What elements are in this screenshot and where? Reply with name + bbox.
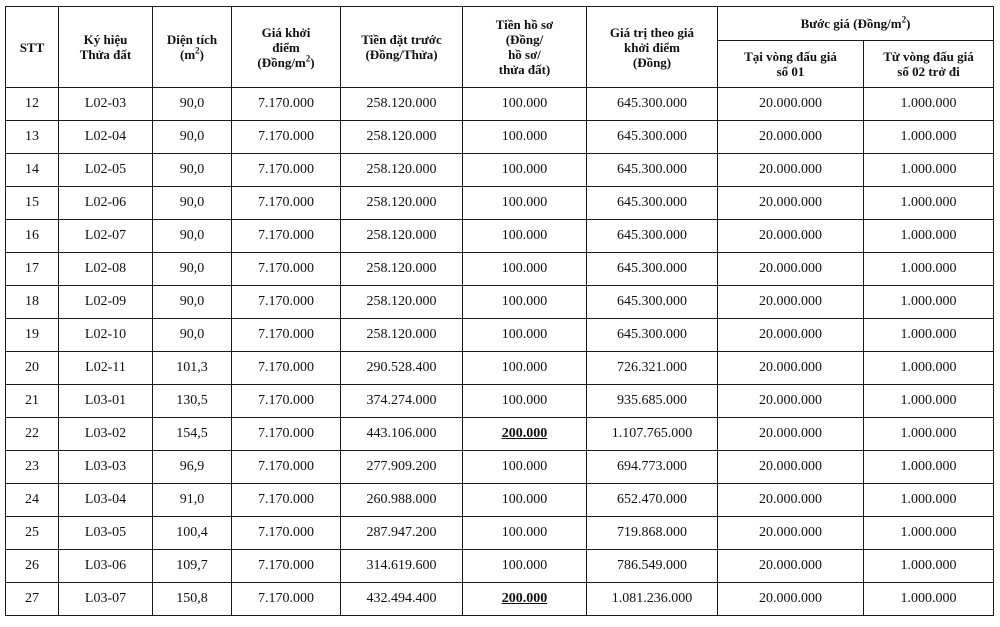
cell-stt: 24 [6,484,59,517]
cell-stt: 26 [6,550,59,583]
table-header [6,7,994,88]
cell-tien-dat-truoc: 258.120.000 [341,319,463,352]
cell-vong-1: 20.000.000 [718,154,864,187]
cell-stt: 20 [6,352,59,385]
cell-vong-2: 1.000.000 [864,352,994,385]
cell-tien-ho-so: 100.000 [463,154,587,187]
cell-vong-2: 1.000.000 [864,583,994,616]
cell-gia-khoi-diem: 7.170.000 [232,88,341,121]
table-row [6,319,994,352]
cell-dien-tich: 100,4 [153,517,232,550]
cell-vong-2: 1.000.000 [864,484,994,517]
cell-stt: 19 [6,319,59,352]
cell-tien-ho-so: 100.000 [463,88,587,121]
cell-gia-tri: 935.685.000 [587,385,718,418]
cell-stt: 13 [6,121,59,154]
cell-ky-hieu: L03-05 [59,517,153,550]
cell-gia-khoi-diem: 7.170.000 [232,418,341,451]
table-row [6,385,994,418]
cell-dien-tich: 130,5 [153,385,232,418]
cell-ky-hieu: L02-06 [59,187,153,220]
cell-vong-2: 1.000.000 [864,121,994,154]
table-row [6,154,994,187]
cell-gia-khoi-diem: 7.170.000 [232,451,341,484]
cell-vong-2: 1.000.000 [864,517,994,550]
cell-dien-tich: 101,3 [153,352,232,385]
cell-tien-ho-so: 100.000 [463,319,587,352]
cell-tien-ho-so: 100.000 [463,253,587,286]
cell-ky-hieu: L02-09 [59,286,153,319]
cell-tien-ho-so: 100.000 [463,187,587,220]
cell-tien-ho-so: 100.000 [463,286,587,319]
header-vong-2: Từ vòng đấu giá số 02 trở đi [864,41,994,88]
cell-tien-dat-truoc: 290.528.400 [341,352,463,385]
cell-dien-tich: 154,5 [153,418,232,451]
table-row [6,517,994,550]
cell-gia-tri: 726.321.000 [587,352,718,385]
cell-gia-tri: 645.300.000 [587,253,718,286]
table-row [6,286,994,319]
cell-gia-khoi-diem: 7.170.000 [232,484,341,517]
cell-dien-tich: 150,8 [153,583,232,616]
header-tien-dat-truoc: Tiền đặt trước (Đồng/Thửa) [341,7,463,88]
cell-vong-1: 20.000.000 [718,121,864,154]
header-buoc-gia: Bước giá $(Đồng/m^2)$ [718,7,994,41]
cell-vong-1: 20.000.000 [718,550,864,583]
table-row [6,187,994,220]
cell-dien-tich: 109,7 [153,550,232,583]
cell-tien-dat-truoc: 260.988.000 [341,484,463,517]
cell-vong-2: 1.000.000 [864,319,994,352]
table-row [6,352,994,385]
header-dien-tich: Diện tích $(m^2)$ [153,7,232,88]
cell-ky-hieu: L03-01 [59,385,153,418]
cell-dien-tich: 90,0 [153,121,232,154]
cell-tien-dat-truoc: 258.120.000 [341,187,463,220]
cell-tien-ho-so: 100.000 [463,121,587,154]
cell-ky-hieu: L03-04 [59,484,153,517]
cell-stt: 17 [6,253,59,286]
cell-vong-2: 1.000.000 [864,286,994,319]
cell-tien-dat-truoc: 374.274.000 [341,385,463,418]
cell-gia-tri: 645.300.000 [587,187,718,220]
cell-gia-tri: 652.470.000 [587,484,718,517]
cell-ky-hieu: L03-06 [59,550,153,583]
cell-gia-tri: 645.300.000 [587,121,718,154]
cell-tien-dat-truoc: 258.120.000 [341,286,463,319]
cell-stt: 14 [6,154,59,187]
cell-ky-hieu: L02-11 [59,352,153,385]
cell-vong-1: 20.000.000 [718,352,864,385]
cell-dien-tich: 90,0 [153,187,232,220]
cell-vong-1: 20.000.000 [718,220,864,253]
cell-tien-ho-so: 100.000 [463,220,587,253]
header-vong-1: Tại vòng đấu giá số 01 [718,41,864,88]
cell-ky-hieu: L03-07 [59,583,153,616]
cell-gia-tri: 645.300.000 [587,88,718,121]
cell-tien-ho-so: 200.000 [463,418,587,451]
cell-gia-khoi-diem: 7.170.000 [232,319,341,352]
cell-gia-khoi-diem: 7.170.000 [232,220,341,253]
table-row [6,253,994,286]
cell-dien-tich: 90,0 [153,319,232,352]
cell-gia-khoi-diem: 7.170.000 [232,154,341,187]
cell-stt: 25 [6,517,59,550]
cell-vong-1: 20.000.000 [718,286,864,319]
cell-stt: 15 [6,187,59,220]
cell-ky-hieu: L02-08 [59,253,153,286]
cell-tien-ho-so: 100.000 [463,550,587,583]
cell-tien-dat-truoc: 287.947.200 [341,517,463,550]
table-row [6,121,994,154]
cell-vong-1: 20.000.000 [718,583,864,616]
cell-dien-tich: 90,0 [153,88,232,121]
cell-vong-1: 20.000.000 [718,517,864,550]
cell-gia-tri: 1.081.236.000 [587,583,718,616]
cell-vong-2: 1.000.000 [864,550,994,583]
cell-dien-tich: 96,9 [153,451,232,484]
cell-gia-tri: 645.300.000 [587,220,718,253]
cell-stt: 27 [6,583,59,616]
cell-vong-1: 20.000.000 [718,253,864,286]
cell-vong-1: 20.000.000 [718,451,864,484]
cell-vong-1: 20.000.000 [718,385,864,418]
cell-gia-khoi-diem: 7.170.000 [232,352,341,385]
cell-stt: 16 [6,220,59,253]
cell-ky-hieu: L02-05 [59,154,153,187]
table-row [6,418,994,451]
table-row [6,220,994,253]
cell-tien-ho-so: 200.000 [463,583,587,616]
cell-tien-ho-so: 100.000 [463,484,587,517]
cell-gia-khoi-diem: 7.170.000 [232,253,341,286]
table-row [6,451,994,484]
cell-gia-khoi-diem: 7.170.000 [232,583,341,616]
cell-dien-tich: 90,0 [153,220,232,253]
cell-vong-2: 1.000.000 [864,385,994,418]
cell-vong-1: 20.000.000 [718,319,864,352]
cell-tien-ho-so: 100.000 [463,517,587,550]
cell-stt: 22 [6,418,59,451]
cell-tien-dat-truoc: 258.120.000 [341,220,463,253]
table-row [6,583,994,616]
cell-ky-hieu: L03-03 [59,451,153,484]
cell-gia-tri: 1.107.765.000 [587,418,718,451]
cell-stt: 18 [6,286,59,319]
cell-tien-dat-truoc: 314.619.600 [341,550,463,583]
cell-tien-ho-so: 100.000 [463,451,587,484]
cell-vong-1: 20.000.000 [718,187,864,220]
cell-gia-tri: 719.868.000 [587,517,718,550]
cell-ky-hieu: L02-03 [59,88,153,121]
cell-gia-khoi-diem: 7.170.000 [232,121,341,154]
cell-vong-2: 1.000.000 [864,418,994,451]
cell-ky-hieu: L02-04 [59,121,153,154]
cell-tien-dat-truoc: 258.120.000 [341,121,463,154]
cell-vong-1: 20.000.000 [718,418,864,451]
cell-dien-tich: 90,0 [153,286,232,319]
header-stt: STT [6,7,59,88]
cell-gia-tri: 694.773.000 [587,451,718,484]
cell-tien-dat-truoc: 277.909.200 [341,451,463,484]
header-gia-khoi-diem: Giá khởi điểm $(Đồng/m^2)$ [232,7,341,88]
table-row [6,484,994,517]
cell-gia-khoi-diem: 7.170.000 [232,385,341,418]
cell-dien-tich: 90,0 [153,154,232,187]
cell-gia-tri: 645.300.000 [587,319,718,352]
cell-gia-khoi-diem: 7.170.000 [232,286,341,319]
cell-vong-2: 1.000.000 [864,154,994,187]
cell-stt: 23 [6,451,59,484]
cell-ky-hieu: L03-02 [59,418,153,451]
cell-gia-khoi-diem: 7.170.000 [232,517,341,550]
cell-gia-khoi-diem: 7.170.000 [232,550,341,583]
cell-stt: 12 [6,88,59,121]
table-row [6,88,994,121]
cell-tien-dat-truoc: 443.106.000 [341,418,463,451]
cell-vong-2: 1.000.000 [864,451,994,484]
cell-gia-khoi-diem: 7.170.000 [232,187,341,220]
cell-vong-1: 20.000.000 [718,484,864,517]
cell-tien-dat-truoc: 258.120.000 [341,88,463,121]
cell-dien-tich: 90,0 [153,253,232,286]
header-gia-tri: Giá trị theo giá khởi điểm (Đồng) [587,7,718,88]
cell-dien-tich: 91,0 [153,484,232,517]
cell-vong-2: 1.000.000 [864,220,994,253]
cell-gia-tri: 645.300.000 [587,286,718,319]
cell-vong-2: 1.000.000 [864,253,994,286]
header-tien-ho-so: Tiền hồ sơ (Đồng/ hồ sơ/ thửa đất) [463,7,587,88]
cell-tien-ho-so: 100.000 [463,385,587,418]
cell-gia-tri: 786.549.000 [587,550,718,583]
cell-tien-dat-truoc: 258.120.000 [341,253,463,286]
cell-ky-hieu: L02-07 [59,220,153,253]
cell-vong-2: 1.000.000 [864,187,994,220]
cell-vong-1: 20.000.000 [718,88,864,121]
cell-tien-dat-truoc: 258.120.000 [341,154,463,187]
cell-ky-hieu: L02-10 [59,319,153,352]
cell-gia-tri: 645.300.000 [587,154,718,187]
table-body [6,88,994,616]
cell-tien-ho-so: 100.000 [463,352,587,385]
cell-stt: 21 [6,385,59,418]
auction-table [5,6,994,616]
cell-tien-dat-truoc: 432.494.400 [341,583,463,616]
header-ky-hieu: Ký hiệu Thửa đất [59,7,153,88]
table-row [6,550,994,583]
cell-vong-2: 1.000.000 [864,88,994,121]
